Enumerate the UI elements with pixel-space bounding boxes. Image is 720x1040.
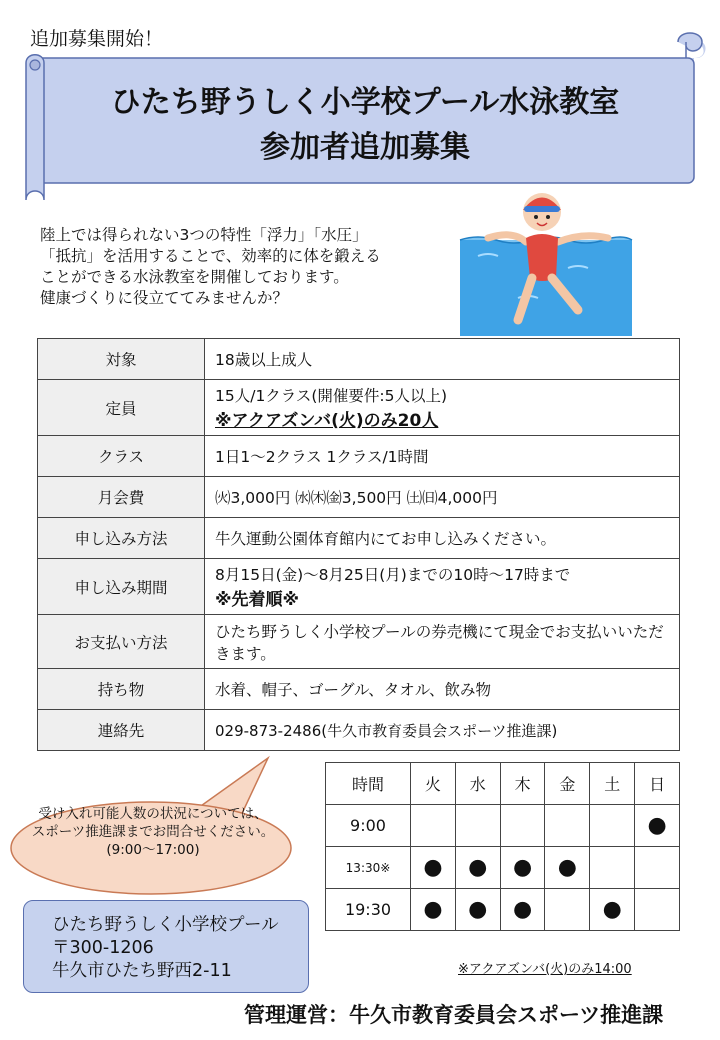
schedule-row — [326, 805, 680, 847]
schedule-header-cell: 金 — [545, 763, 590, 805]
info-label: 月会費 — [38, 477, 205, 518]
schedule-header-row — [326, 763, 680, 805]
info-value: 18歳以上成人 — [205, 339, 680, 380]
schedule-cell — [635, 847, 680, 889]
info-value: 1日1～2クラス 1クラス/1時間 — [205, 436, 680, 477]
schedule-header-cell: 土 — [590, 763, 635, 805]
tagline: 追加募集開始！ — [30, 28, 164, 50]
bubble-line: スポーツ推進課までお問合せください。 — [31, 824, 275, 840]
bubble-line: (9:00～17:00) — [106, 842, 200, 858]
info-label: 連絡先 — [38, 710, 205, 751]
schedule-cell — [590, 805, 635, 847]
intro-paragraph — [40, 225, 440, 309]
schedule-note: ※アクアズンバ(火)のみ14:00 — [458, 962, 632, 977]
schedule-dot-icon: ● — [468, 897, 488, 922]
swimmer-illustration — [458, 180, 633, 338]
schedule-header-cell: 日 — [635, 763, 680, 805]
schedule-cell — [590, 889, 635, 931]
schedule-dot-icon: ● — [647, 813, 667, 838]
schedule-cell — [635, 889, 680, 931]
info-row-class — [38, 436, 680, 477]
info-row-apply-method — [38, 518, 680, 559]
info-row-contact — [38, 710, 680, 751]
schedule-cell — [545, 889, 590, 931]
schedule-dot-icon: ● — [512, 897, 533, 922]
bubble-line: 受け入れ可能人数の状況については、 — [38, 806, 268, 822]
banner-title-line2: 参加者追加募集 — [260, 130, 470, 165]
info-row-apply-period — [38, 559, 680, 615]
info-label: お支払い方法 — [38, 615, 205, 669]
info-value — [205, 380, 680, 436]
info-row-capacity — [38, 380, 680, 436]
schedule-cell — [455, 847, 500, 889]
schedule-cell — [545, 805, 590, 847]
info-label: クラス — [38, 436, 205, 477]
intro-line: 健康づくりに役立ててみませんか？ — [40, 289, 289, 307]
address-name: ひたち野うしく小学校プール — [52, 915, 279, 935]
schedule-dot-icon: ● — [423, 855, 443, 880]
info-label: 定員 — [38, 380, 205, 436]
schedule-cell — [635, 805, 680, 847]
schedule-time: 13:30※ — [326, 847, 411, 889]
footer-operator: 管理運営：牛久市教育委員会スポーツ推進課 — [244, 1003, 664, 1027]
info-row-fee — [38, 477, 680, 518]
schedule-dot-icon: ● — [557, 855, 577, 880]
schedule-header-cell: 火 — [411, 763, 456, 805]
banner-title — [40, 80, 690, 170]
schedule-dot-icon: ● — [512, 855, 533, 880]
info-value: 水着、帽子、ゴーグル、タオル、飲み物 — [205, 669, 680, 710]
schedule-dot-icon: ● — [468, 855, 488, 880]
info-value: ㈫3,000円 ㈬㈭㈮3,500円 ㈯㈰4,000円 — [205, 477, 680, 518]
info-value: 029-873-2486(牛久市教育委員会スポーツ推進課) — [205, 710, 680, 751]
schedule-header-cell: 水 — [455, 763, 500, 805]
info-value — [205, 559, 680, 615]
info-table — [37, 338, 680, 751]
info-value: ひたち野うしく小学校プールの券売機にて現金でお支払いいただきます。 — [205, 615, 680, 669]
intro-line: ことができる水泳教室を開催しております。 — [40, 268, 349, 286]
schedule-cell — [500, 805, 545, 847]
schedule-row — [326, 847, 680, 889]
address-street: 牛久市ひたち野西2-11 — [52, 961, 232, 981]
info-row-target — [38, 339, 680, 380]
info-value: 牛久運動公園体育館内にてお申し込みください。 — [205, 518, 680, 559]
schedule-time: 9:00 — [326, 805, 411, 847]
schedule-cell — [411, 847, 456, 889]
schedule-cell — [411, 805, 456, 847]
schedule-dot-icon: ● — [602, 897, 622, 922]
info-label: 申し込み方法 — [38, 518, 205, 559]
address-box — [23, 900, 309, 993]
schedule-cell — [500, 889, 545, 931]
schedule-time: 19:30 — [326, 889, 411, 931]
capacity-value: 15人/1クラス(開催要件:5人以上) — [215, 387, 448, 405]
schedule-cell — [500, 847, 545, 889]
info-row-payment — [38, 615, 680, 669]
intro-line: 陸上では得られない3つの特性「浮力」「水圧」 — [40, 226, 368, 244]
info-label: 持ち物 — [38, 669, 205, 710]
schedule-cell — [411, 889, 456, 931]
capacity-note: ※アクアズンバ(火)のみ20人 — [215, 411, 439, 431]
schedule-cell — [455, 889, 500, 931]
bubble-text — [22, 805, 284, 859]
schedule-cell — [455, 805, 500, 847]
schedule-dot-icon: ● — [423, 897, 443, 922]
address-postal: 〒300-1206 — [52, 938, 154, 958]
apply-period-value: 8月15日(金)～8月25日(月)までの10時～17時まで — [215, 566, 571, 584]
schedule-header-cell: 木 — [500, 763, 545, 805]
schedule-cell — [545, 847, 590, 889]
apply-period-note: ※先着順※ — [215, 590, 300, 610]
schedule-cell — [590, 847, 635, 889]
intro-line: 「抵抗」を活用することで、効率的に体を鍛える — [40, 247, 381, 265]
banner-title-line1: ひたち野うしく小学校プール水泳教室 — [110, 85, 620, 120]
schedule-header-cell: 時間 — [326, 763, 411, 805]
schedule-table — [325, 762, 680, 931]
info-row-items — [38, 669, 680, 710]
info-label: 申し込み期間 — [38, 559, 205, 615]
schedule-row — [326, 889, 680, 931]
info-label: 対象 — [38, 339, 205, 380]
